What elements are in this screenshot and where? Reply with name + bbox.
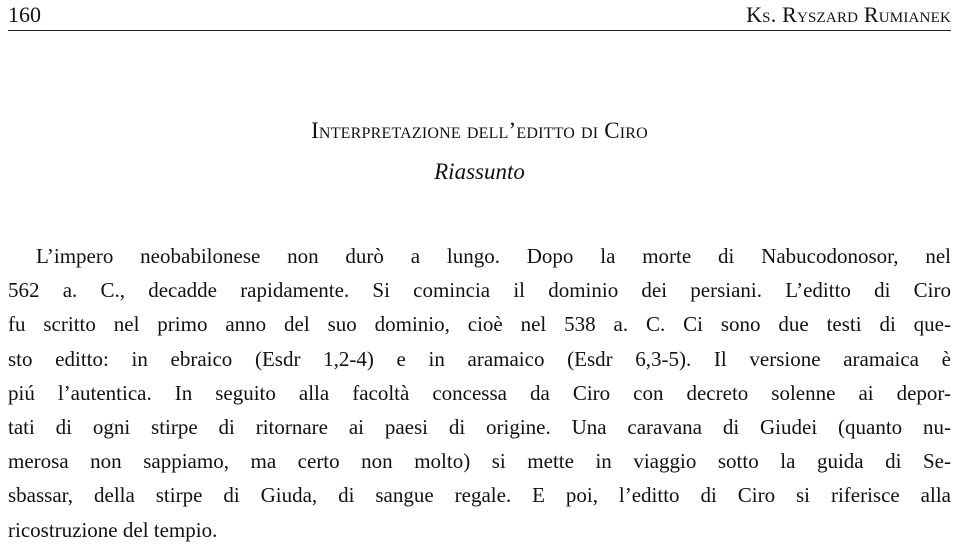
article-title: Interpretazione dell’editto di Ciro [311,118,648,143]
running-header [8,0,951,31]
paragraph-line: 562 a. C., decadde rapidamente. Si comincia il dominio dei persiani. L’editto di Ciro [8,278,951,303]
paragraph-line: piú l’autentica. In seguito alla facoltà concessa da Ciro con decreto solenne ai depor- [8,380,951,405]
running-head-author: Ks. Ryszard Rumianek [746,2,951,27]
summary-paragraph [8,239,951,547]
paragraph-line: L’impero neobabilonese non durò a lungo. Dopo la morte di Nabucodonosor, nel [36,244,951,268]
paragraph-line: sto editto: in ebraico (Esdr 1,2-4) e in aramaico (Esdr 6,3-5). Il versione aramaica è [8,346,951,371]
article-subtitle: Riassunto [434,159,525,184]
paragraph-line: sbassar, della stirpe di Giuda, di sangue regale. E poi, l’editto di Ciro si riferisce alla [8,483,951,508]
paragraph-line: fu scritto nel primo anno del suo dominio, cioè nel 538 a. C. Ci sono due testi di que- [8,312,951,337]
paragraph-line: tati di ogni stirpe di ritornare ai paesi di origine. Una caravana di Giudei (quanto nu- [8,414,951,439]
paragraph-line: merosa non sappiamo, ma certo non molto) si mette in viaggio sotto la guida di Se- [8,449,951,474]
page-number: 160 [8,2,41,27]
paragraph-line: ricostruzione del tempio. [8,517,218,542]
